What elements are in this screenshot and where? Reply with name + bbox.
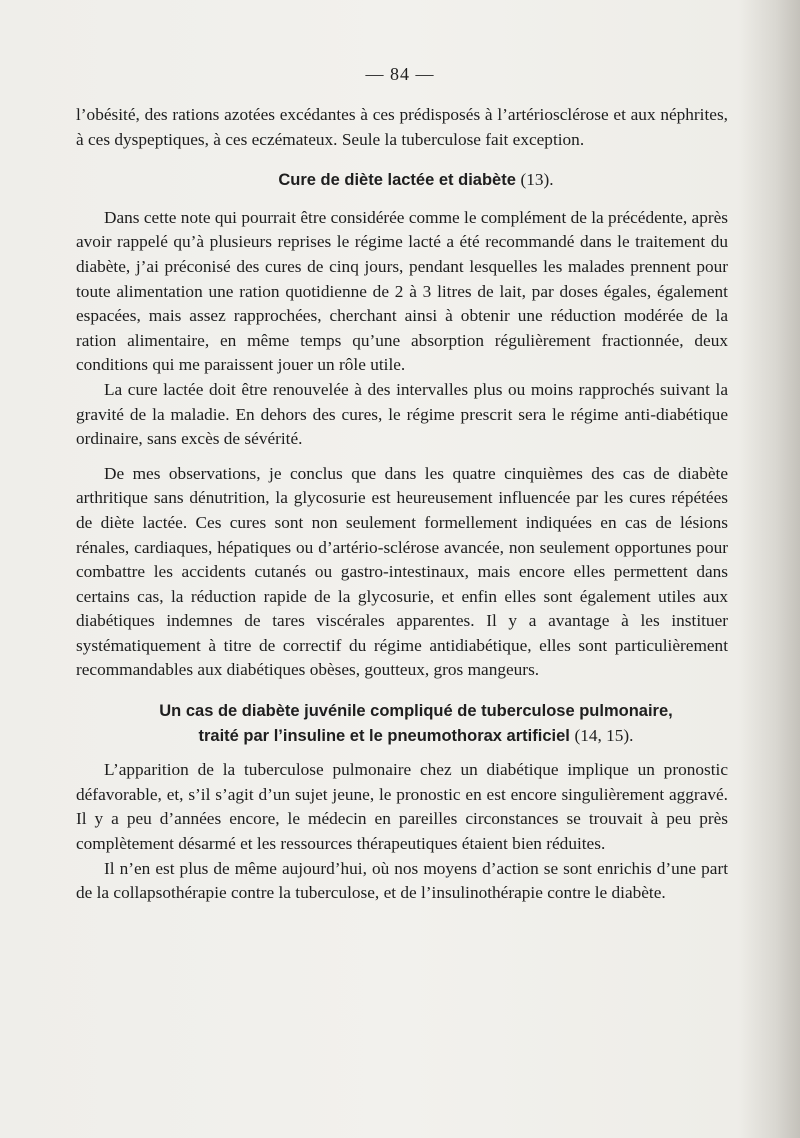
section-heading-tb-ref: (14, 15).	[574, 725, 634, 745]
section-heading-cure	[76, 168, 728, 193]
section-heading-cure-title: Cure de diète lactée et diabète	[278, 171, 516, 190]
cure-paragraph-2: La cure lactée doit être renouvelée à des intervalles plus ou moins rapprochés suivant la gravité de la maladie. En dehors des cures, le régime prescrit sera le régime anti-diabétique ordinaire, sans excès de sévérité.	[76, 379, 728, 449]
section-heading-tb-line1: Un cas de diabète juvénile compliqué de tuberculose pulmonaire,	[159, 702, 673, 721]
cure-paragraph-1: Dans cette note qui pourrait être considérée comme le complément de la précédente, après avoir rappelé qu’à plusieurs reprises le régime lacté a été recommandé dans le traitement du diabète, j’ai préconisé des cures de cinq jours, pendant lesquelles les malades prennent pour toute alimentation une ration quotidienne de 2 à 3 litres de lait, par doses égales, également espacées, mais assez rapprochées, cherchant ainsi à obtenir une réduction modérée de la ration alimentaire, en même temps qu’une absorption régulièrement fractionnée, deux conditions qui me paraissent jouer un rôle utile.	[76, 207, 728, 375]
page-number: — 84 —	[365, 64, 435, 84]
body-text	[76, 103, 728, 906]
tb-paragraph-2: Il n’en est plus de même aujourd’hui, où nos moyens d’action se sont enrichis d’une part de la collapsothérapie contre la tuberculose, et de l’insulinothérapie contre le diabète.	[76, 858, 728, 903]
section-heading-tb-line2-text: traité par l’insuline et le pneumothorax artificiel	[198, 726, 570, 745]
intro-paragraph: l’obésité, des rations azotées excédantes à ces prédisposés à l’artériosclérose et aux néphrites, à ces dyspeptiques, à ces eczémateux. Seule la tuberculose fait exception.	[76, 105, 728, 149]
binding-shadow	[740, 0, 800, 1138]
tb-paragraph-1: L’apparition de la tuberculose pulmonaire chez un diabétique implique un pronostic défavorable, et, s’il s’agit d’un sujet jeune, le pronostic en est encore singulièrement aggravé. Il y a peu d’années encore, le médecin en pareilles circonstances se trouvait à peu près complètement désarmé et les ressources thérapeutiques étaient bien réduites.	[76, 760, 728, 854]
section-heading-tb-line2	[76, 724, 728, 749]
cure-paragraph-3: De mes observations, je conclus que dans les quatre cinquièmes des cas de diabète arthritique sans dénutrition, la glycosurie est heureusement influencée par les cures répétées de diète lactée. Ces cures sont non seulement formellement indiquées en cas de lésions rénales, cardiaques, hépatiques ou d’artério-sclérose avancée, non seulement opportunes pour combattre les accidents cutanés ou gastro-intestinaux, mais encore elles permettent dans certains cas, la réduction rapide de la glycosurie, et enfin elles sont également utiles aux diabétiques indemnes de tares viscérales apparentes. Il y a avantage à les instituer systématiquement à titre de correctif du régime antidiabétique, elles sont particulièrement recommandables aux diabétiques obèses, goutteux, gros mangeurs.	[76, 463, 728, 680]
section-heading-cure-ref: (13).	[520, 170, 554, 190]
